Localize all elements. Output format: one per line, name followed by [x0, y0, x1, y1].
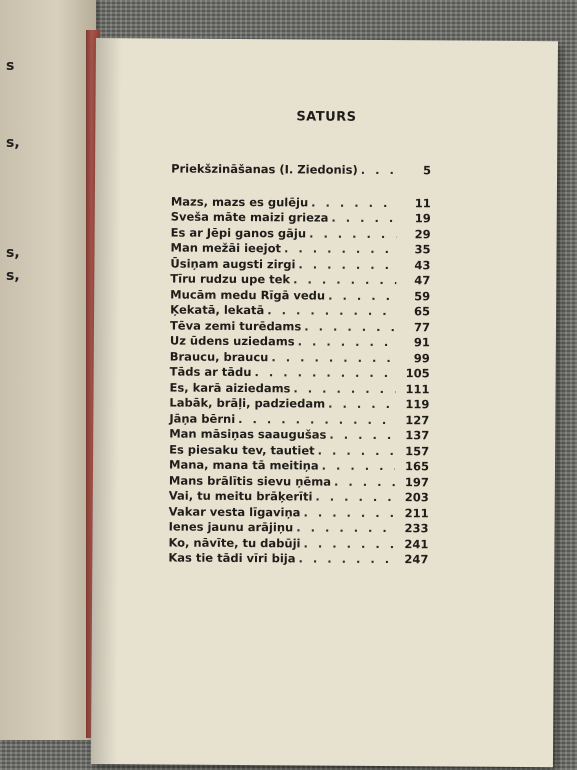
dot-leader: [326, 428, 395, 442]
left-page: [0, 0, 96, 740]
toc-entry-title: Uz ūdens uziedams: [169, 333, 295, 349]
toc-entry-title: Ūsiņam augsti zirgi: [170, 256, 296, 271]
dot-leader: [251, 365, 395, 380]
toc-entry: [171, 210, 431, 227]
toc-entry-page: 105: [405, 366, 430, 381]
dot-leader: [312, 490, 394, 505]
toc-entry-page: 43: [414, 257, 431, 272]
toc-entry: [171, 194, 431, 211]
toc-entry: [169, 442, 429, 459]
toc-entry-title: Mans brālītis sievu ņēma: [168, 473, 332, 489]
dot-leader: [301, 319, 396, 334]
table-of-contents: [168, 162, 431, 568]
toc-entry: [170, 287, 430, 304]
toc-entry-title: Tīru rudzu upe tek: [170, 271, 291, 287]
toc-entry: [169, 504, 429, 521]
dot-leader: [295, 334, 396, 349]
dot-leader: [315, 443, 396, 458]
toc-entry: [170, 318, 430, 335]
dot-leader: [306, 226, 397, 241]
toc-entry: [171, 225, 431, 242]
toc-entry: [169, 520, 429, 537]
toc-entry-title: Sveša māte maizi grieza: [170, 209, 329, 225]
toc-entry-intro: [171, 162, 431, 179]
toc-entry-title: Braucu, braucu: [169, 349, 269, 364]
toc-entry: [169, 473, 429, 490]
toc-entry-page: 247: [404, 552, 429, 567]
toc-entry-page: 111: [405, 381, 430, 396]
toc-entry-page: 165: [404, 459, 430, 474]
dot-leader: [281, 241, 397, 256]
toc-entry-page: 157: [405, 443, 430, 458]
toc-entry-title: Kas tie tādi vīri bija: [168, 550, 296, 566]
dot-leader: [328, 211, 396, 225]
toc-entry-page: 77: [413, 319, 431, 334]
toc-entry-title: Tēva zemi turēdams: [169, 318, 302, 333]
dot-leader: [293, 520, 394, 535]
toc-entry-title: Labāk, brāļi, padziedam: [169, 395, 326, 411]
toc-entry-page: 137: [405, 428, 430, 443]
toc-entry-page: 99: [413, 350, 430, 365]
toc-entry-title: Priekšzināšanas (I. Ziedonis): [171, 161, 358, 177]
left-page-glyph: s,: [6, 268, 20, 284]
page-heading: SATURS: [296, 109, 357, 125]
toc-entry-title: Mucām medu Rīgā vedu: [170, 287, 326, 303]
dot-leader: [264, 303, 396, 318]
toc-entry-title: Tāds ar tādu: [169, 364, 252, 380]
toc-entry-page: 197: [404, 474, 429, 489]
toc-entry-page: 35: [414, 242, 431, 257]
toc-entry-page: 203: [404, 490, 429, 505]
left-page-glyph: s,: [6, 245, 20, 261]
toc-entry: [170, 365, 430, 382]
toc-entry-page: 91: [413, 335, 430, 350]
toc-entry: [169, 411, 429, 428]
dot-leader: [235, 411, 395, 426]
toc-entry: [170, 272, 430, 289]
toc-entry-title: Mazs, mazs es gulēju: [170, 194, 309, 209]
dot-leader: [308, 195, 397, 210]
toc-entry-page: 241: [404, 536, 429, 551]
left-page-glyph: s: [6, 58, 15, 74]
left-page-glyph: s,: [6, 135, 20, 151]
toc-entry: [168, 551, 428, 568]
toc-entry-page: 127: [405, 412, 430, 427]
toc-entry: [169, 427, 429, 444]
toc-entry: [170, 303, 430, 320]
toc-entry-page: 29: [414, 226, 431, 241]
toc-entry: [170, 256, 430, 273]
dot-leader: [268, 350, 395, 365]
toc-entry-title: Ienes jaunu arājiņu: [168, 519, 294, 535]
toc-entry: [169, 458, 429, 475]
toc-entry: [169, 489, 429, 506]
toc-entry-page: 59: [414, 288, 431, 303]
toc-entry: [170, 241, 430, 258]
toc-entry-title: Man mežāi ieejot: [170, 240, 282, 256]
toc-entry-page: 211: [404, 505, 429, 520]
toc-entry-page: 5: [423, 163, 432, 178]
dot-leader: [300, 505, 394, 520]
toc-entry-title: Es piesaku tev, tautiet: [169, 442, 315, 458]
dot-leader: [325, 397, 395, 411]
dot-leader: [295, 551, 394, 566]
toc-entry-title: Jāņa bērni: [169, 411, 236, 426]
toc-entry: [170, 334, 430, 351]
toc-entry-title: Es, karā aiziedams: [169, 380, 291, 395]
toc-entry-page: 19: [414, 211, 431, 226]
dot-leader: [325, 288, 396, 302]
dot-leader: [319, 459, 396, 474]
toc-entry-title: Mana, mana tā meitiņa: [168, 457, 319, 473]
dot-leader: [331, 474, 395, 488]
toc-entry-title: Man māsiņas saaugušas: [169, 426, 327, 442]
toc-entry-title: Vai, tu meitu brāķerīti: [168, 488, 313, 504]
toc-entry-page: 11: [414, 195, 431, 210]
toc-entry-title: Ķekatā, lekatā: [170, 302, 265, 318]
toc-entry: [169, 396, 429, 413]
toc-entry-page: 65: [414, 304, 431, 319]
toc-entry-page: 47: [414, 273, 431, 288]
toc-entry: [170, 349, 430, 366]
gutter-shadow: [91, 38, 122, 764]
toc-entry-title: Es ar Jēpi ganos gāju: [170, 225, 307, 240]
toc-entry: [170, 380, 430, 397]
toc-entry-title: Vakar vesta līgaviņa: [168, 504, 301, 519]
toc-entry-page: 119: [405, 397, 430, 412]
contents-page: [91, 38, 558, 767]
toc-entry-page: 233: [404, 521, 429, 536]
dot-leader: [295, 257, 396, 272]
dot-leader: [290, 381, 395, 396]
dot-leader: [358, 163, 397, 177]
toc-entry-title: Ko, nāvīte, tu dabūji: [168, 535, 301, 550]
dot-leader: [300, 536, 394, 551]
toc-entry: [168, 535, 428, 552]
dot-leader: [290, 272, 396, 287]
